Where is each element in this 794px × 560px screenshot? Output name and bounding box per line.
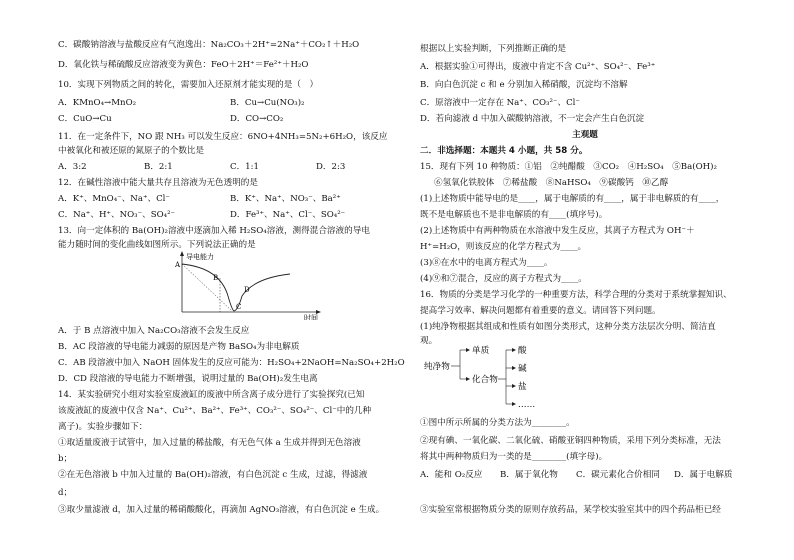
question-15-line2: ⑥氢氧化铁胶体 ⑦稀盐酸 ⑧NaHSO₄ ⑨碳酸钙 ⑩乙醇 — [434, 178, 669, 188]
question-11-line1: 11．在一定条件下，NO 跟 NH₃ 可以发生反应：6NO+4NH₃=5N₂+6H₂O，该反应 — [58, 132, 388, 142]
q12-option-d: D．Fe³⁺、Na⁺、Cl⁻、SO₄²⁻ — [230, 210, 346, 220]
q14-step3: ③取少量滤液 d，加入过量的稀硝酸酸化，再滴加 AgNO₃溶液，有白色沉淀 e 生成。 — [58, 505, 385, 515]
q13-option-b: B．AC 段溶液的导电能力减弱的原因是产物 BaSO₄为非电解质 — [58, 342, 300, 352]
y-axis-label: 导电能力 — [186, 253, 214, 261]
q14-prompt: 根据以上实验判断，下列推断正确的是 — [420, 44, 567, 54]
q16-option-c: C．碳元素化合价相同 — [576, 470, 660, 480]
q10-option-a: A．KMnO₄→MnO₂ — [58, 98, 137, 108]
q10-options-cd — [58, 114, 402, 125]
conductivity-curve-figure — [168, 250, 338, 320]
q14-option-a: A．根据实验①可得出，废液中肯定不含 Cu²⁺、SO₄²⁻、Fe³⁺ — [420, 62, 656, 72]
q13-option-a: A．于 B 点溶液中加入 Na₂CO₃溶液不会发生反应 — [58, 326, 250, 336]
y-axis-arrow — [180, 251, 184, 256]
q15-part1-line1: (1)上述物质中能导电的是____，属于电解质的有____，属于非电解质的有____， — [420, 194, 725, 204]
q12-option-b: B．K⁺、Na⁺、NO₃⁻、Ba²⁺ — [230, 194, 341, 204]
question-11-line2: 中被氧化和被还原的氮原子的个数比是 — [58, 146, 205, 156]
tree-salt: 盐 — [518, 382, 527, 392]
q16-option-b: B．属于氧化物 — [500, 470, 558, 480]
q13-option-c: C．AB 段溶液中加入 NaOH 固体发生的反应可能为：H₂SO₄+2NaOH=Na₂SO₄+2H₂O — [58, 358, 405, 368]
q14-option-b: B．向白色沉淀 c 和 e 分别加入稀硝酸，沉淀均不溶解 — [420, 80, 628, 90]
tree-more: …… — [518, 400, 536, 410]
q16-part1-line2: 观。 — [420, 336, 438, 346]
part-2-heading: 二．非选择题：本题共 4 小题，共 58 分。 — [420, 146, 588, 156]
tree-acid: 酸 — [518, 346, 527, 356]
q12-option-a: A．K⁺、MnO₄⁻、Na⁺、Cl⁻ — [58, 194, 170, 204]
option-d-line: D．氧化铁与稀硫酸反应溶液变为黄色：FeO＋2H⁺＝Fe²⁺＋H₂O — [58, 60, 309, 70]
q10-option-c: C．CuO→Cu — [58, 114, 112, 124]
section-title: 主观题 — [572, 130, 598, 140]
q16-subquestion-3: ③实验室常根据物质分类的原则存放药品，某学校实验室其中的四个药品柜已经 — [420, 505, 721, 515]
q15-part2-line2: H⁺=H₂O，则该反应的化学方程式为____。 — [420, 242, 587, 252]
point-c-label: C — [236, 303, 242, 311]
option-c-line: C．碳酸钠溶液与盐酸反应有气泡逸出：Na₂CO₃＋2H⁺=2Na⁺＋CO₂↑＋H₂O — [58, 40, 360, 50]
tree-element: 单质 — [472, 346, 490, 356]
question-10: 10．实现下列物质之间的转化，需要加入还原剂才能实现的是（ ） — [58, 80, 319, 90]
q11-option-a: A．3:2 — [58, 162, 87, 172]
q12-option-c: C．Na⁺、H⁺、NO₃⁻、SO₄²⁻ — [58, 210, 176, 220]
classification-tree — [420, 342, 620, 410]
point-a-label: A — [175, 261, 181, 269]
q14-step1-line1: ①取适量废液于试管中，加入过量的稀盐酸，有无色气体 a 生成并得到无色溶液 — [58, 438, 361, 448]
q12-options-ab — [58, 194, 402, 205]
q16-option-a: A．能和 O₂反应 — [420, 470, 483, 480]
q11-option-b: B．2:1 — [144, 162, 173, 172]
q15-part4: (4)⑨和⑦混合，反应的离子方程式为____。 — [420, 274, 587, 284]
q10-option-d: D．CO→CO₂ — [230, 114, 284, 124]
x-axis-label: 时间 — [304, 314, 318, 320]
q14-step2-line2: d； — [58, 488, 73, 498]
point-b-label: B — [213, 274, 219, 282]
q16-subquestion-1: ①图中所示所属的分类方法为________。 — [420, 418, 575, 428]
q16-subquestion-2-line1: ②现有碘、一氧化碳、二氧化硫、硝酸亚铜四种物质，采用下列分类标准，无法 — [420, 436, 721, 446]
question-12: 12．在碱性溶液中能大量共存且溶液为无色透明的是 — [58, 178, 258, 188]
q10-options-ab — [58, 98, 402, 109]
q14-step1-line2: b； — [58, 454, 73, 464]
q12-options-cd — [58, 210, 402, 221]
q16-subquestion-2-line2: 将其中两种物质归为一类的是________(填字母)。 — [420, 452, 608, 462]
question-14-line1: 14．某实验研究小组对实验室废液缸的废液中所含离子成分进行了实验探究(已知 — [58, 390, 365, 400]
q14-option-c: C．原溶液中一定存在 Na⁺、CO₃²⁻、Cl⁻ — [420, 98, 580, 108]
q14-step2-line1: ②在无色溶液 b 中加入过量的 Ba(OH)₂溶液，有白色沉淀 c 生成，过滤，得滤液 — [58, 470, 368, 480]
question-14-line3: 离子)。实验步骤如下： — [58, 422, 148, 432]
q11-option-c: C．1:1 — [230, 162, 259, 172]
q15-part1-line2: 既不是电解质也不是非电解质的有____(填序号)。 — [420, 210, 608, 220]
tree-root: 纯净物 — [424, 362, 450, 372]
point-d-label: D — [244, 286, 250, 294]
q13-option-d: D．CD 段溶液的导电能力不断增强，说明过量的 Ba(OH)₂发生电离 — [58, 374, 318, 384]
question-14-line2: 该废液缸的废液中仅含 Na⁺、Cu²⁺、Ba²⁺、Fe³⁺、CO₃²⁻、SO₄²⁻、Cl⁻中的几种 — [58, 406, 372, 416]
q16-part1-line1: (1)纯净物根据其组成和性质有如图分类形式，这种分类方法层次分明、简洁直 — [420, 322, 716, 332]
q11-option-d: D．2:3 — [316, 162, 346, 172]
question-13-line1: 13．向一定体积的 Ba(OH)₂溶液中逐滴加入稀 H₂SO₄溶液，测得混合溶液的导电 — [58, 226, 370, 236]
classification-tree-svg — [420, 342, 620, 410]
q16-option-d: D．属于电解质 — [674, 470, 733, 480]
q15-part2-line1: (2)上述物质中有两种物质在水溶液中发生反应，其离子方程式为 OH⁻＋ — [420, 226, 695, 236]
question-16-line1: 16．物质的分类是学习化学的一种重要方法，科学合理的分类对于系统掌握知识、 — [420, 290, 732, 300]
q16-options — [420, 470, 746, 481]
q11-options — [58, 162, 402, 173]
question-13-line2: 能力随时间的变化曲线如图所示。下列说法正确的是 — [58, 240, 256, 250]
q15-part3: (3)⑧在水中的电离方程式为____。 — [420, 258, 553, 268]
q14-option-d: D．若向滤液 d 中加入碳酸钠溶液，不一定会产生白色沉淀 — [420, 114, 645, 124]
q10-option-b: B．Cu→Cu(NO₃)₂ — [230, 98, 305, 108]
tree-compound: 化合物 — [472, 375, 498, 385]
question-16-line2: 提高学习效率、解决问题都有着重要的意义。请回答下列问题。 — [420, 306, 661, 316]
question-15-line1: 15．现有下列 10 种物质：①铝 ②纯醋酸 ③CO₂ ④H₂SO₄ ⑤Ba(OH)₂ — [420, 162, 717, 172]
tree-base: 碱 — [518, 364, 527, 374]
conductivity-curve-svg — [168, 250, 338, 320]
